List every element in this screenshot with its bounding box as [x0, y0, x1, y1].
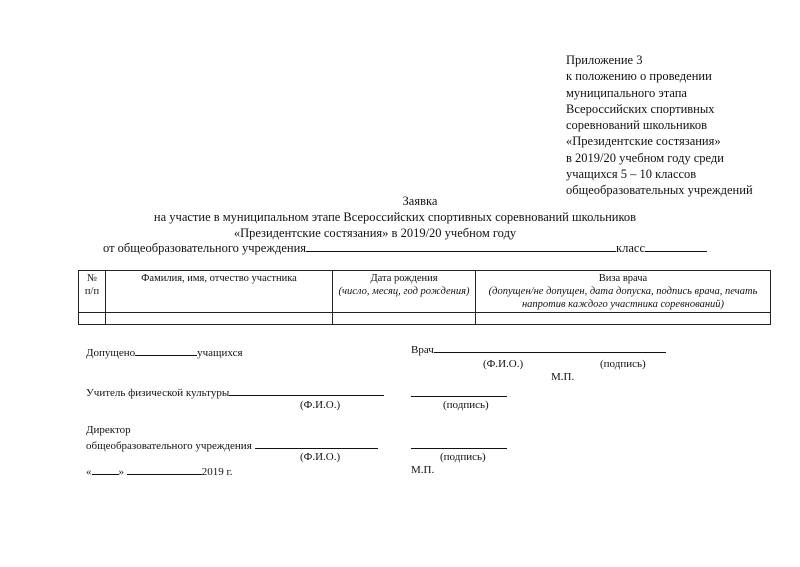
signature-caption: (подпись): [443, 399, 489, 411]
director-line: общеобразовательного учреждения: [86, 438, 378, 452]
institution-field[interactable]: [306, 241, 616, 252]
teacher-fio-field[interactable]: [229, 385, 384, 396]
cell[interactable]: [79, 313, 106, 325]
from-label: от общеобразовательного учреждения: [103, 241, 307, 255]
doctor-field[interactable]: [434, 342, 666, 353]
header-birthdate: Дата рождения (число, месяц, год рождения): [333, 271, 476, 313]
appendix-line: муниципального этапа: [566, 85, 687, 100]
appendix-line: учащихся 5 – 10 классов: [566, 167, 697, 182]
appendix-line: Приложение 3: [566, 53, 643, 67]
participants-table: [78, 270, 771, 325]
header-doctor-visa: Виза врача (допущен/не допущен, дата допуска, подпись врача, печать напротив каждого участника соревнований): [476, 271, 771, 313]
cell[interactable]: [333, 313, 476, 325]
admitted-count-field[interactable]: [135, 345, 197, 356]
signature-caption: (подпись): [440, 451, 486, 463]
document-subtitle: «Президентские состязания» в 2019/20 учебном году: [233, 226, 517, 240]
appendix-line: к положению о проведении: [566, 69, 712, 84]
date-line: « » 2019 г.: [86, 466, 233, 478]
fio-caption: (Ф.И.О.): [300, 451, 341, 463]
table-row: [79, 313, 771, 325]
teacher-line: Учитель физической культуры: [86, 385, 384, 399]
stamp-label: М.П.: [411, 464, 435, 476]
fio-caption: (Ф.И.О.): [483, 358, 524, 370]
month-field[interactable]: [127, 464, 202, 475]
appendix-block: [566, 52, 753, 199]
header-number: № п/п: [79, 271, 106, 313]
appendix-line: Всероссийских спортивных: [566, 101, 715, 116]
director-signature-field[interactable]: [411, 438, 507, 449]
signature-caption: (подпись): [600, 358, 646, 370]
document-title: Заявка: [402, 194, 438, 208]
stamp-label: М.П.: [551, 371, 575, 383]
director-fio-field[interactable]: [255, 438, 378, 449]
appendix-line: общеобразовательных учреждений: [566, 183, 753, 198]
appendix-line: «Президентские состязания»: [566, 134, 721, 149]
fio-caption: (Ф.И.О.): [300, 399, 341, 411]
class-field[interactable]: [645, 241, 707, 252]
day-field[interactable]: [92, 464, 119, 475]
doctor-line: Врач: [411, 342, 666, 356]
cell[interactable]: [476, 313, 771, 325]
institution-line: [103, 241, 707, 256]
cell[interactable]: [106, 313, 333, 325]
header-name: Фамилия, имя, отчество участника: [106, 271, 333, 313]
appendix-line: соревнований школьников: [566, 118, 707, 133]
document-subtitle: на участие в муниципальном этапе Всероссийских спортивных соревнований школьников: [153, 210, 637, 224]
teacher-signature-field[interactable]: [411, 386, 507, 397]
admitted-line: Допущено учащихся: [86, 347, 243, 359]
director-label: Директор: [86, 424, 131, 436]
appendix-line: в 2019/20 учебном году среди: [566, 150, 724, 165]
class-label: класс: [616, 241, 645, 255]
